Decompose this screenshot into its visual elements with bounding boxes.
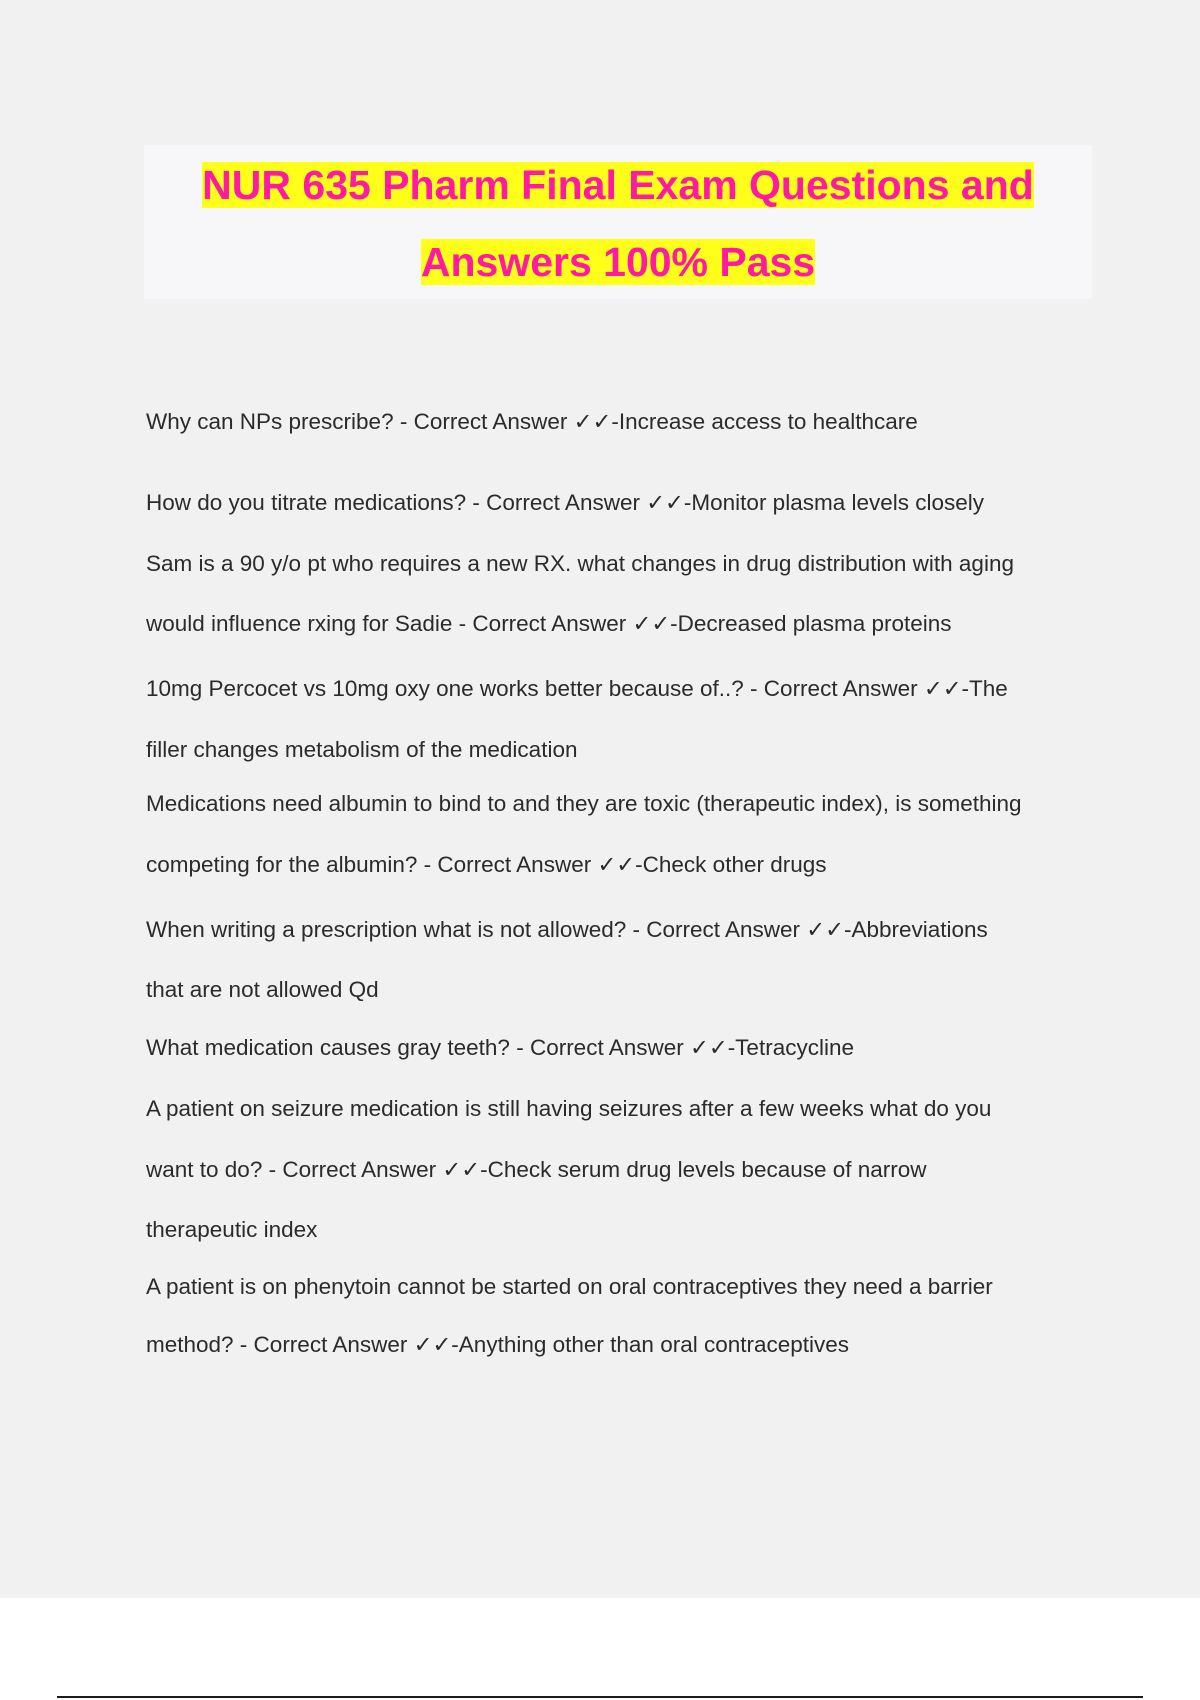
qa-line: What medication causes gray teeth? - Correct Answer ✓✓-Tetracycline (146, 1035, 854, 1060)
qa-line: that are not allowed Qd (146, 977, 379, 1002)
qa-line: Medications need albumin to bind to and they are toxic (therapeutic index), is something (146, 791, 1022, 816)
qa-line: would influence rxing for Sadie - Correct Answer ✓✓-Decreased plasma proteins (146, 611, 952, 636)
qa-line: competing for the albumin? - Correct Answer ✓✓-Check other drugs (146, 852, 827, 877)
qa-line: A patient is on phenytoin cannot be started on oral contraceptives they need a barrier (146, 1274, 993, 1299)
qa-line: 10mg Percocet vs 10mg oxy one works better because of..? - Correct Answer ✓✓-The (146, 676, 1008, 701)
qa-line: filler changes metabolism of the medication (146, 737, 578, 762)
title-line-2: Answers 100% Pass (420, 239, 816, 285)
qa-line: Sam is a 90 y/o pt who requires a new RX. what changes in drug distribution with aging (146, 551, 1014, 576)
qa-line: How do you titrate medications? - Correct Answer ✓✓-Monitor plasma levels closely (146, 490, 985, 515)
qa-line: A patient on seizure medication is still having seizures after a few weeks what do you (146, 1096, 992, 1121)
qa-line: Why can NPs prescribe? - Correct Answer ✓✓-Increase access to healthcare (146, 409, 918, 434)
document-title (144, 145, 1092, 301)
qa-line: method? - Correct Answer ✓✓-Anything other than oral contraceptives (146, 1332, 850, 1357)
qa-line: therapeutic index (146, 1217, 318, 1242)
qa-line: want to do? - Correct Answer ✓✓-Check serum drug levels because of narrow (146, 1157, 927, 1182)
title-block (144, 145, 1092, 299)
title-line-1: NUR 635 Pharm Final Exam Questions and (202, 162, 1034, 208)
qa-line: When writing a prescription what is not allowed? - Correct Answer ✓✓-Abbreviations (146, 917, 988, 942)
page-bottom-rule (57, 1696, 1143, 1698)
